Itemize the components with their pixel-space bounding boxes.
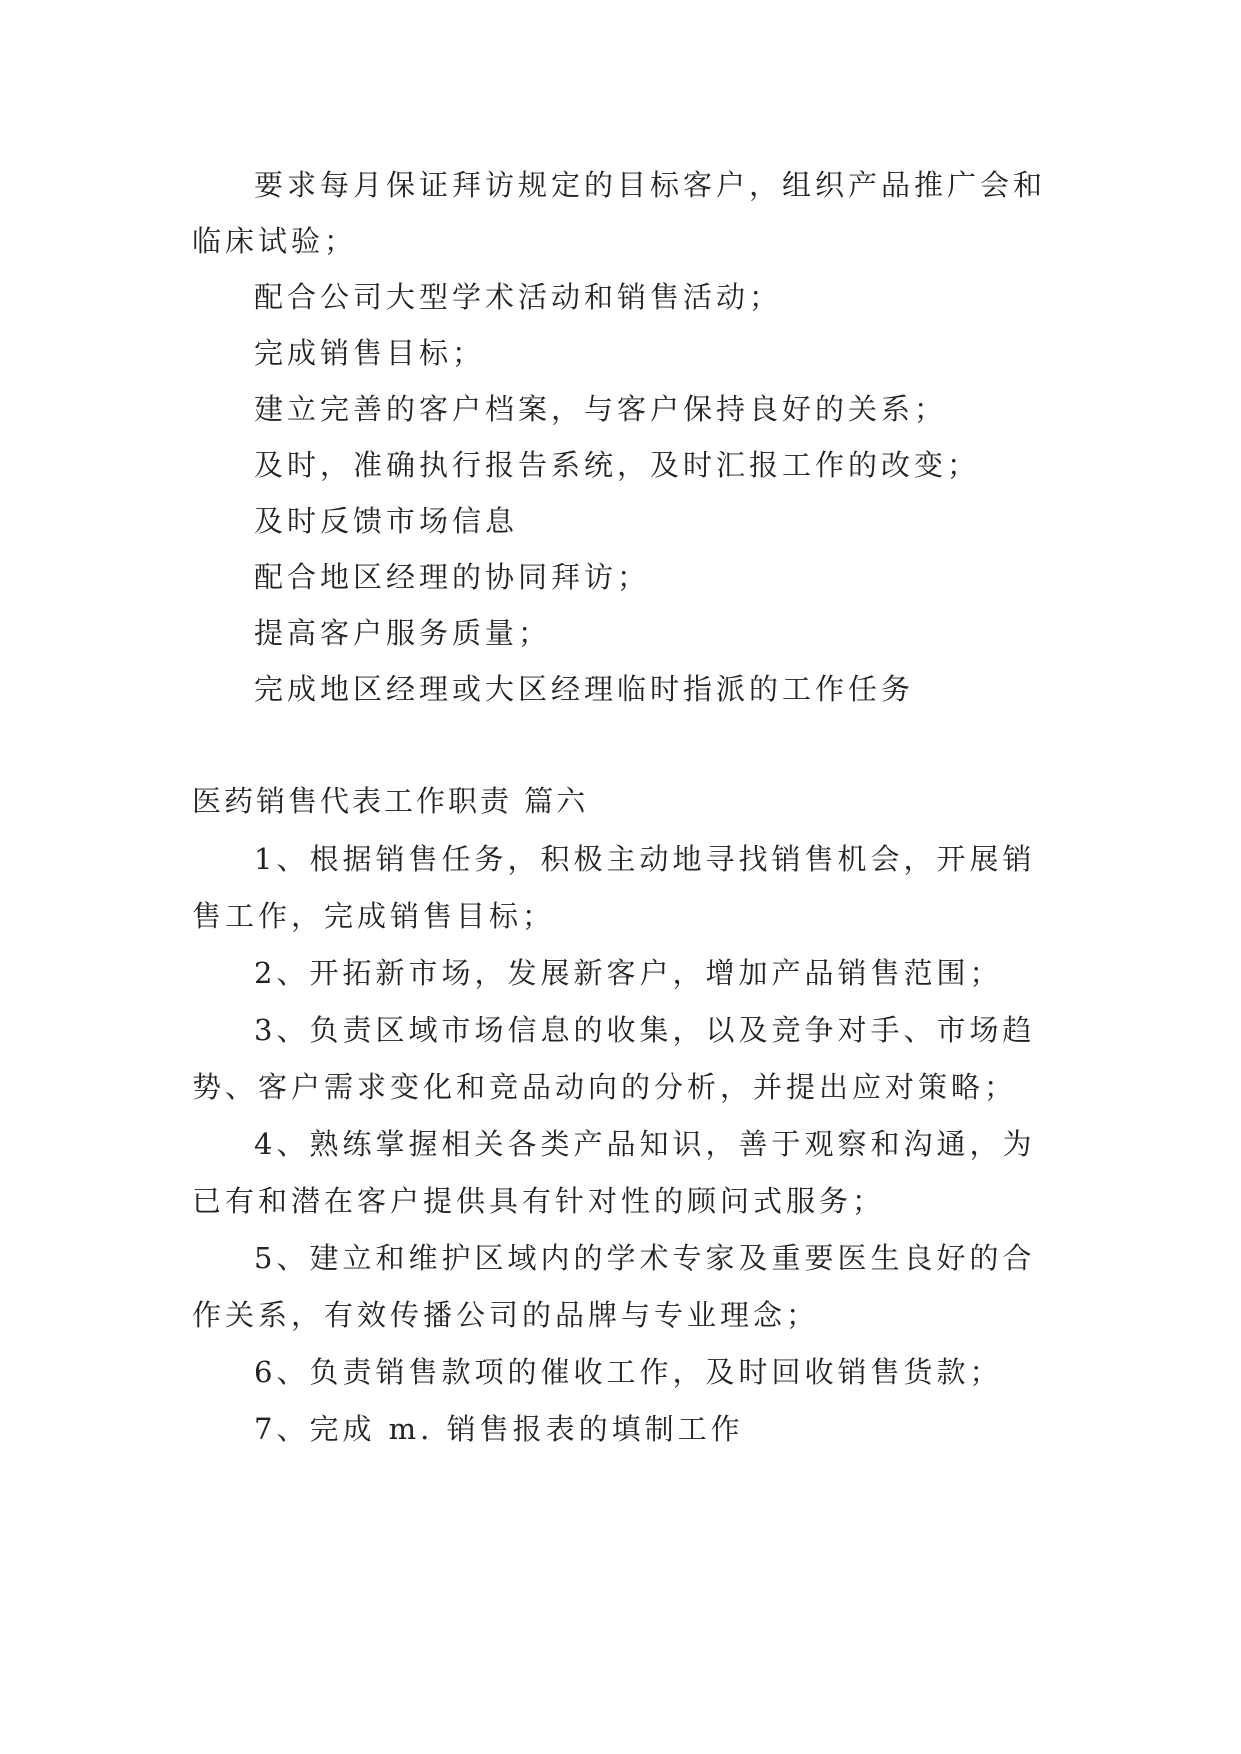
paragraph-line: 及时反馈市场信息 <box>254 504 519 538</box>
paragraph-line: 完成地区经理或大区经理临时指派的工作任务 <box>254 672 915 706</box>
paragraph-line: 势、客户需求变化和竞品动向的分析，并提出应对策略； <box>192 1070 1018 1104</box>
section-heading: 医药销售代表工作职责 篇六 <box>192 784 589 818</box>
paragraph-line: 要求每月保证拜访规定的目标客户，组织产品推广会和 <box>254 168 1047 202</box>
paragraph-line: 5、建立和维护区域内的学术专家及重要医生良好的合 <box>254 1241 1036 1275</box>
paragraph-line: 及时，准确执行报告系统，及时汇报工作的改变； <box>254 448 981 482</box>
paragraph-line: 临床试验； <box>192 224 358 258</box>
paragraph-line: 6、负责销售款项的催收工作，及时回收销售货款； <box>254 1355 1003 1389</box>
paragraph-line: 4、熟练掌握相关各类产品知识，善于观察和沟通，为 <box>254 1127 1036 1161</box>
paragraph-line: 2、开拓新市场，发展新客户，增加产品销售范围； <box>254 956 1003 990</box>
paragraph-line: 配合公司大型学术活动和销售活动； <box>254 280 783 314</box>
paragraph-line: 提高客户服务质量； <box>254 616 552 650</box>
paragraph-line: 3、负责区域市场信息的收集，以及竞争对手、市场趋 <box>254 1013 1036 1047</box>
paragraph-line: 7、完成 m. 销售报表的填制工作 <box>254 1412 744 1446</box>
paragraph-line: 配合地区经理的协同拜访； <box>254 560 651 594</box>
paragraph-line: 已有和潜在客户提供具有针对性的顾问式服务； <box>192 1184 886 1218</box>
paragraph-line: 1、根据销售任务，积极主动地寻找销售机会，开展销 <box>254 842 1036 876</box>
paragraph-line: 完成销售目标； <box>254 336 486 370</box>
paragraph-line: 售工作，完成销售目标； <box>192 899 556 933</box>
paragraph-line: 建立完善的客户档案，与客户保持良好的关系； <box>254 392 948 426</box>
paragraph-line: 作关系，有效传播公司的品牌与专业理念； <box>192 1298 820 1332</box>
